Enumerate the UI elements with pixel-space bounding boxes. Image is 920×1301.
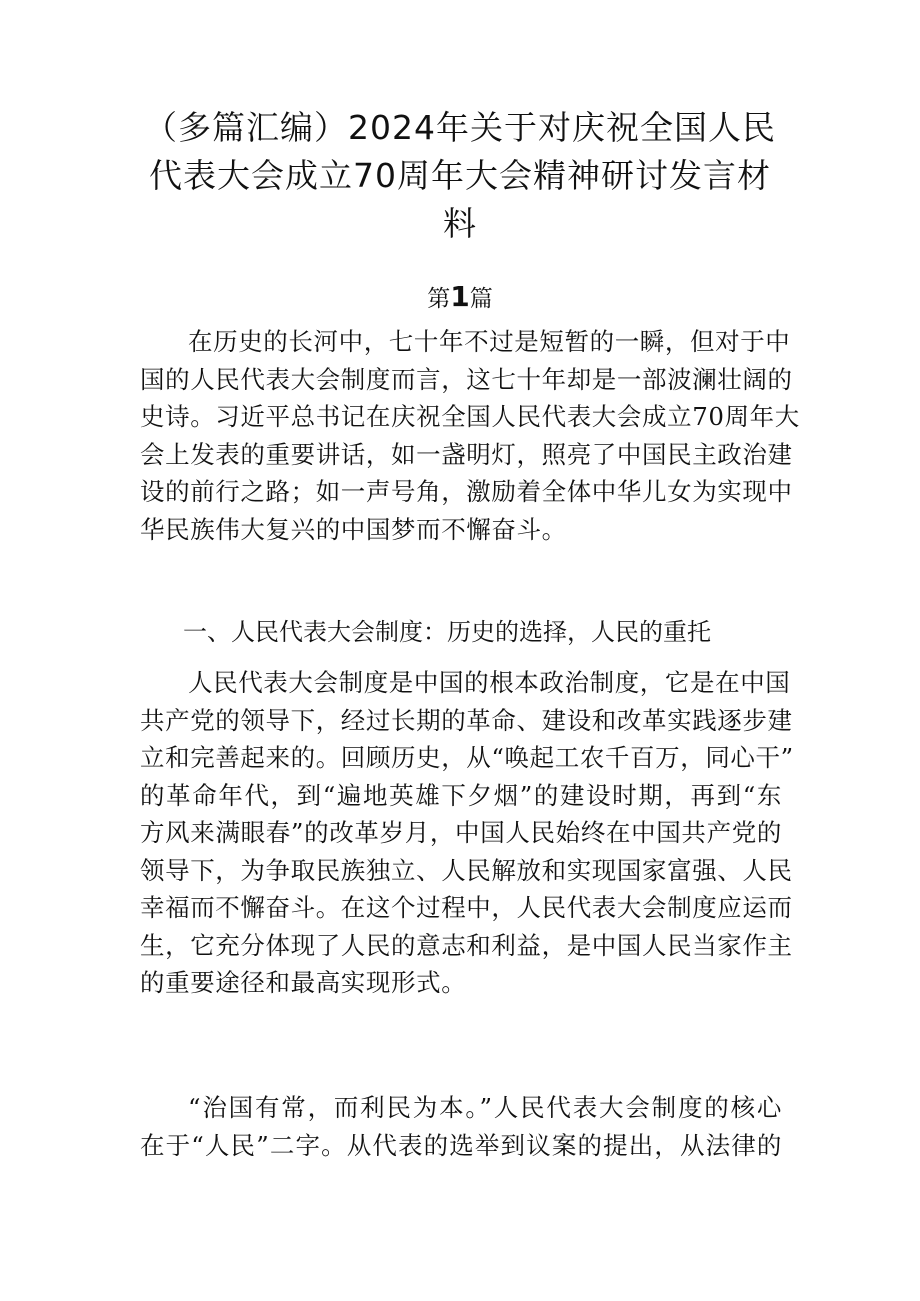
text-line: 会上发表的重要讲话，如一盏明灯，照亮了中国民主政治建 (140, 439, 793, 469)
text-line: 华民族伟大复兴的中国梦而不懈奋斗。 (140, 514, 567, 544)
document-title (130, 104, 790, 248)
chapter-prefix: 第 (427, 286, 451, 312)
title-line-3: 料 (443, 204, 477, 243)
text-line: 设的前行之路；如一声号角，激励着全体中华儿女为实现中 (140, 477, 793, 506)
chapter-suffix: 篇 (469, 286, 493, 312)
text-line: “治国有常，而利民为本。”人民代表大会制度的核心 (188, 1093, 782, 1122)
paragraph-people (140, 1089, 782, 1164)
text-line: 国的人民代表大会制度而言，这七十年却是一部波澜壮阔的 (140, 364, 793, 394)
text-line: 幸福而不懈奋斗。在这个过程中，人民代表大会制度应运而 (140, 893, 793, 922)
text-line: 生，它充分体现了人民的意志和利益，是中国人民当家作主 (140, 930, 793, 960)
text-line: 在于“人民”二字。从代表的选举到议案的提出，从法律的 (140, 1130, 782, 1160)
text-line: 共产党的领导下，经过长期的革命、建设和改革实践逐步建 (140, 705, 793, 735)
text-line: 的革命年代，到“遍地英雄下夕烟”的建设时期，再到“东 (140, 780, 782, 810)
section-heading: 一、人民代表大会制度：历史的选择，人民的重托 (183, 618, 711, 646)
paragraph-intro (140, 323, 800, 548)
title-line-1: （多篇汇编）2024年关于对庆祝全国人民 (144, 108, 776, 147)
text-line: 史诗。习近平总书记在庆祝全国人民代表大会成立70周年大 (140, 402, 800, 431)
paragraph-system (140, 664, 794, 1002)
text-line: 在历史的长河中，七十年不过是短暂的一瞬，但对于中 (188, 327, 791, 356)
text-line: 立和完善起来的。回顾历史，从“唤起工农千百万，同心干” (140, 743, 794, 772)
chapter-label (0, 280, 920, 316)
text-line: 方风来满眼春”的改革岁月，中国人民始终在中国共产党的 (140, 818, 782, 847)
text-line: 领导下，为争取民族独立、人民解放和实现国家富强、人民 (140, 855, 793, 885)
chapter-number: 1 (450, 280, 470, 313)
text-line: 人民代表大会制度是中国的根本政治制度，它是在中国 (188, 668, 791, 697)
text-line: 的重要途径和最高实现形式。 (140, 968, 467, 997)
title-line-2: 代表大会成立70周年大会精神研讨发言材 (149, 156, 771, 195)
